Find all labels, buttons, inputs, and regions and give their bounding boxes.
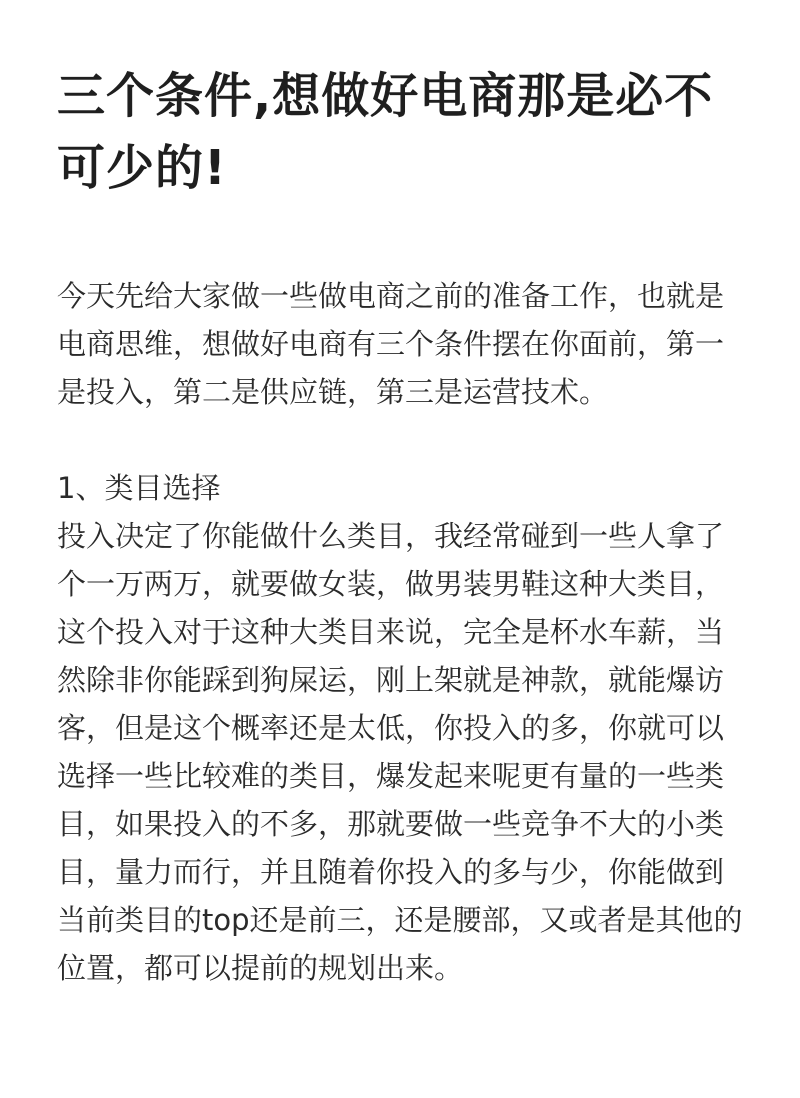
section-body: 投入决定了你能做什么类目，我经常碰到一些人拿了个一万两万，就要做女装，做男装男鞋这种大类目，这个投入对于这种大类目来说，完全是杯水车薪，当然除非你能踩到狗屎运，刚上架就是神款，就能爆访客，但是这个概率还是太低，你投入的多，你就可以选择一些比较难的类目，爆发起来呢更有量的一些类目，如果投入的不多，那就要做一些竞争不大的小类目，量力而行，并且随着你投入的多与少，你能做到当前类目的top还是前三，还是腰部，又或者是其他的位置，都可以提前的规划出来。 bbox=[57, 519, 743, 985]
section-heading: 1、类目选择 bbox=[57, 471, 221, 505]
article bbox=[57, 60, 747, 992]
section-category-selection bbox=[57, 464, 747, 992]
article-intro: 今天先给大家做一些做电商之前的准备工作，也就是电商思维，想做好电商有三个条件摆在你面前，第一是投入，第二是供应链，第三是运营技术。 bbox=[57, 279, 725, 409]
article-title: 三个条件,想做好电商那是必不可少的! bbox=[57, 68, 714, 196]
